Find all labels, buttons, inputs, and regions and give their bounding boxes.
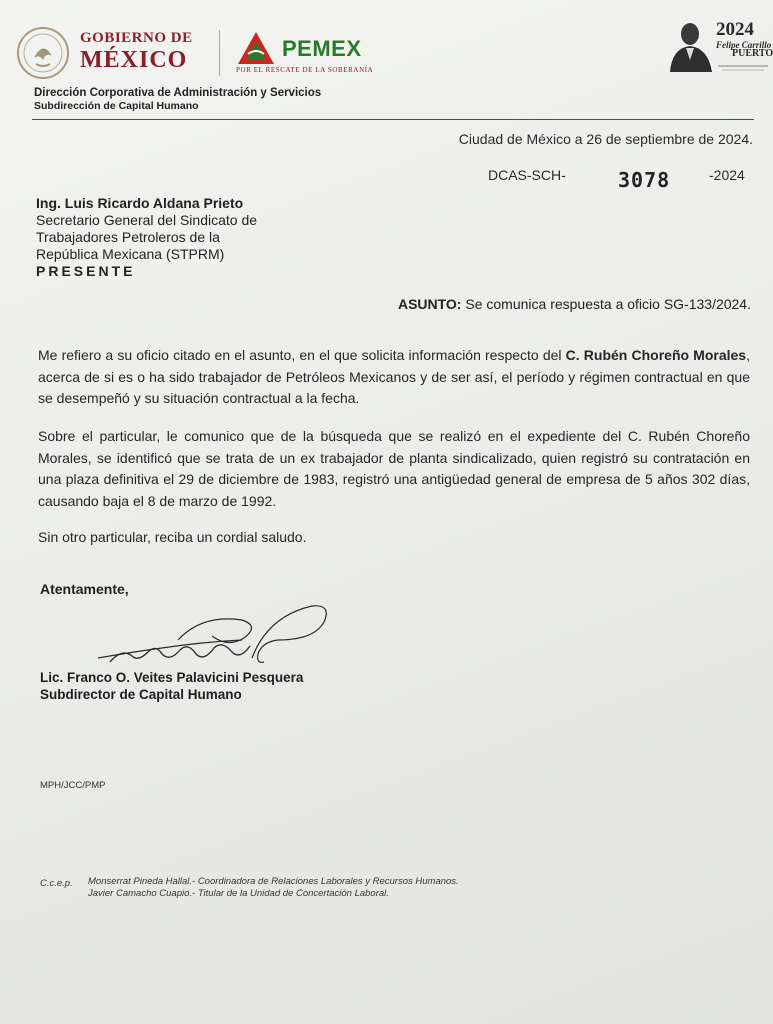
subject-label: ASUNTO:	[397, 296, 462, 312]
recipient-title-line2: Trabajadores Petroleros de la	[36, 229, 220, 245]
body-paragraph-1	[38, 345, 750, 410]
letter-date: Ciudad de México a 26 de septiembre de 2024.	[458, 131, 753, 147]
signer-title: Subdirector de Capital Humano	[40, 687, 242, 702]
emblem-name-line1: Felipe Carrillo	[716, 40, 772, 50]
pemex-tagline: POR EL RESCATE DE LA SOBERANÍA	[236, 66, 374, 74]
department-line2: Subdirección de Capital Humano	[34, 100, 199, 112]
ccp-line-1: Monserrat Pineda Hallal.- Coordinadora de Relaciones Laborales y Recursos Humanos.	[88, 876, 459, 887]
body-paragraph-2: Sobre el particular, le comunico que de la búsqueda que se realizó en el expediente del C. Rubén Choreño Morales, se identificó que se trata de un ex trabajador de planta sindicalizado, quien registró su contratación en una plaza definitiva el 29 de diciembre de 1983, registró una antigüedad general de empresa de 5 años 302 días, causando baja el 8 de marzo de 1992.	[38, 428, 750, 509]
signer-block	[40, 669, 303, 703]
pemex-logo-icon	[234, 30, 278, 66]
reference-initials: MPH/JCC/PMP	[40, 780, 106, 791]
handwritten-signature	[92, 596, 342, 676]
gob-line1: GOBIERNO DE	[80, 30, 193, 46]
presente: PRESENTE	[36, 263, 136, 279]
signer-name: Lic. Franco O. Veites Palavicini Pesquera	[40, 670, 304, 685]
paragraph1-part-b: , acerca de si es o ha sido trabajador de Petróleos Mexicanos y de ser así, el período y régimen contractual en que se desempeñó y su situación contractual a la fecha.	[38, 347, 750, 406]
paragraph1-part-a: Me refiero a su oficio citado en el asunto, en el que solicita información respecto del	[38, 347, 566, 363]
header-divider	[219, 30, 220, 76]
subject-text: Se comunica respuesta a oficio SG-133/2024.	[465, 296, 751, 312]
subject-line	[398, 296, 751, 312]
reference-prefix: DCAS-SCH-	[488, 167, 566, 183]
ccp-list	[88, 876, 459, 900]
recipient-title-line1: Secretario General del Sindicato de	[36, 212, 258, 228]
pemex-wordmark: PEMEX	[282, 36, 362, 61]
addressee-block	[36, 195, 257, 280]
ccp-line-2: Javier Camacho Cuapio.- Titular de la Unidad de Concertación Laboral.	[88, 888, 389, 899]
closing: Atentamente,	[40, 581, 129, 597]
emblem-name-line2: PUERTO	[732, 48, 773, 59]
ccp-label: C.c.e.p.	[40, 878, 73, 889]
body-paragraph-3: Sin otro particular, reciba un cordial saludo.	[38, 529, 307, 545]
recipient-title-line3: República Mexicana (STPRM)	[36, 246, 225, 262]
department-line1: Dirección Corporativa de Administración y Servicios	[34, 87, 322, 99]
gob-line2: MÉXICO	[80, 47, 188, 73]
emblem-year: 2024	[716, 19, 754, 40]
paragraph1-bold-name: C. Rubén Choreño Morales	[565, 347, 747, 363]
national-seal-icon	[16, 26, 70, 80]
recipient-name: Ing. Luis Ricardo Aldana Prieto	[36, 195, 244, 211]
reference-suffix: -2024	[709, 167, 745, 183]
gobierno-de-mexico-wordmark	[80, 30, 210, 73]
reference-number: 3078	[618, 168, 671, 192]
header-rule	[32, 119, 754, 120]
